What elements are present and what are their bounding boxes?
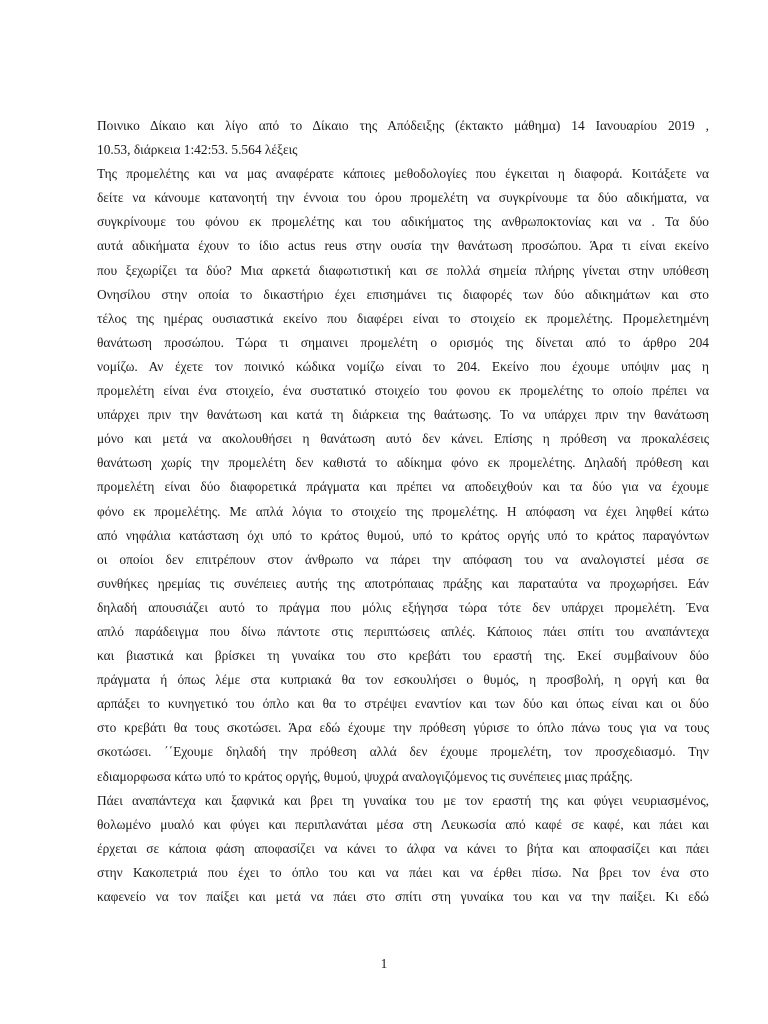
text-line: Ονησίλου στην οποία το δικαστήριο έχει επισημάνει τις διαφορές των δύο αδικημάτων και στο	[97, 286, 709, 302]
text-line: εδιαμορφωσα κάτω υπό το κράτος οργής, θυμού, ψυχρά αναλογιζόμενος τις συνέπειες μιας πράξης.	[97, 768, 633, 784]
header-line: 10.53, διάρκεια 1:42:53. 5.564 λέξεις	[97, 142, 298, 158]
text-line: οι οποίοι δεν επιτρέπουν στον άνθρωπο να πάρει την απόφαση του να αναλογιστεί μέσα σε	[97, 551, 709, 567]
text-line: συνθήκες ηρεμίας τις συνέπειες αυτής της αποτρόπαιας πράξης και παραταύτα να προχωρήσει. Εάν	[97, 575, 709, 591]
text-line: υπάρχει πριν την θανάτωση και κατά τη διάρκεια της θαάτωσης. Το να υπάρχει πριν την θανάτωση	[97, 407, 709, 423]
text-line: μόνο και μετά να ακολουθήσει η θανάτωση αυτό δεν κάνει. Επίσης η πρόθεση να προκαλέσεις	[97, 431, 709, 447]
text-line: που ξεχωρίζει τα δύο? Μια αρκετά διαφωτιστική και σε πολλά σημεία πλήρης γίνεται στην υπόθεση	[97, 262, 709, 278]
document-body	[97, 114, 709, 909]
text-line: προμελέτη είναι ένα στοιχείο, ένα συστατικό στοιχείο του φονου εκ προμελέτης το οποίο πρέπει να	[97, 383, 709, 399]
text-line: στο κρεβάτι θα τους σκοτώσει. Άρα εδώ έχουμε την πρόθεση γύρισε το όπλο πάνω τους για να τους	[97, 720, 709, 736]
text-line: πράγματα ή όπως λέμε στα κυπριακά θα τον εσκουλήσει ο θυμός, η προσβολή, η οργή και θα	[97, 672, 709, 688]
text-line: Της προμελέτης και να μας αναφέρατε κάποιες μεθοδολογίες που έγκειται η διαφορά. Κοιτάξετε να	[97, 166, 709, 182]
text-line: σκοτώσει. ΄΄Εχουμε δηλαδή την πρόθεση αλλά δεν έχουμε προμελέτη, τον προσχεδιασμό. Την	[97, 744, 709, 760]
text-line: νομίζω. Αν έχετε τον ποινικό κώδικα νομίζω είναι το 204. Εκείνο που έχουμε υπόψιν μας η	[97, 358, 709, 374]
text-line: δείτε να κάνουμε κατανοητή την έννοια του όρου προμελέτη να συγκρίνουμε τα δύο αδικήματα, να	[97, 190, 709, 206]
header-line: Ποινικο Δίκαιο και λίγο από το Δίκαιο της Απόδειξης (έκτακτο μάθημα) 14 Ιανουαρίου 2019 ,	[97, 118, 709, 133]
text-line: τέλος της ημέρας ουσιαστικά εκείνο που διαφέρει είναι το στοιχείο εκ προμελέτης. Προμελετημένη	[97, 310, 709, 326]
text-line: θανάτωση προσώπου. Τώρα τι σημαινει προμελέτη ο ορισμός της δίνεται από το άρθρο 204	[97, 334, 709, 350]
text-line: φόνο εκ προμελέτης. Με απλά λόγια το στοιχείο της προμελέτης. Η απόφαση να έχει ληφθεί κάτω	[97, 503, 709, 519]
text-line: απλό παράδειγμα που δίνω πάντοτε στις περιπτώσεις απλές. Κάποιος πάει σπίτι του αναπάντεχα	[97, 623, 709, 639]
text-line: αρπάξει το κυνηγετικό του όπλο και θα το στρέψει εναντίον και των δύο και όπως είναι και οι δύο	[97, 696, 709, 712]
text-line: συγκρίνουμε του φόνου εκ προμελέτης και του αδικήματος της ανθρωποκτονίας και να . Τα δύο	[97, 214, 709, 230]
page-number: 1	[380, 956, 388, 971]
text-line: στην Κακοπετριά που έχει το όπλο του και να πάει και να έρθει πίσω. Να βρει τον ένα στο	[97, 864, 709, 880]
text-line: και βιαστικά και βρίσκει τη γυναίκα του στο κρεβάτι του εραστή της. Εκεί συμβαίνουν δύο	[97, 648, 709, 664]
text-line: δηλαδή απουσιάζει αυτό το πράγμα που μόλις εξήγησα τώρα τότε δεν υπάρχει προμελέτη. Ένα	[97, 599, 709, 615]
text-line: θολωμένο μυαλό και φύγει και περιπλανάται μέσα στη Λευκωσία από καφέ σε καφέ, και πάει και	[97, 816, 709, 832]
text-line: θανάτωση χωρίς την προμελέτη δεν καθιστά το αδίκημα φόνο εκ προμελέτης. Δηλαδή πρόθεση και	[97, 455, 709, 471]
text-line: αυτά αδικήματα έχουν το ίδιο actus reus στην ουσία την θανάτωση προσώπου. Άρα τι είναι εκείνο	[97, 238, 709, 254]
text-line: έρχεται σε κάποια φάση αποφασίζει να κάνει το άλφα να κάνει το βήτα και αποφασίζει και πάει	[97, 840, 709, 856]
text-line: προμελέτη είναι δύο διαφορετικά πράγματα και πρέπει να αποδειχθούν και τα δύο για να έχουμε	[97, 479, 709, 495]
text-line: καφενείο να τον παίξει και μετά να πάει στο σπίτι στη γυναίκα του και να την παίξει. Κι εδώ	[97, 889, 709, 904]
text-line: Πάει αναπάντεχα και ξαφνικά και βρει τη γυναίκα του με τον εραστή της και φύγει νευριασμένος,	[97, 792, 709, 808]
text-line: από νηφάλια κατάσταση όχι υπό το κράτος θυμού, υπό το κράτος οργής υπό το κράτος παραγόντων	[97, 527, 709, 543]
